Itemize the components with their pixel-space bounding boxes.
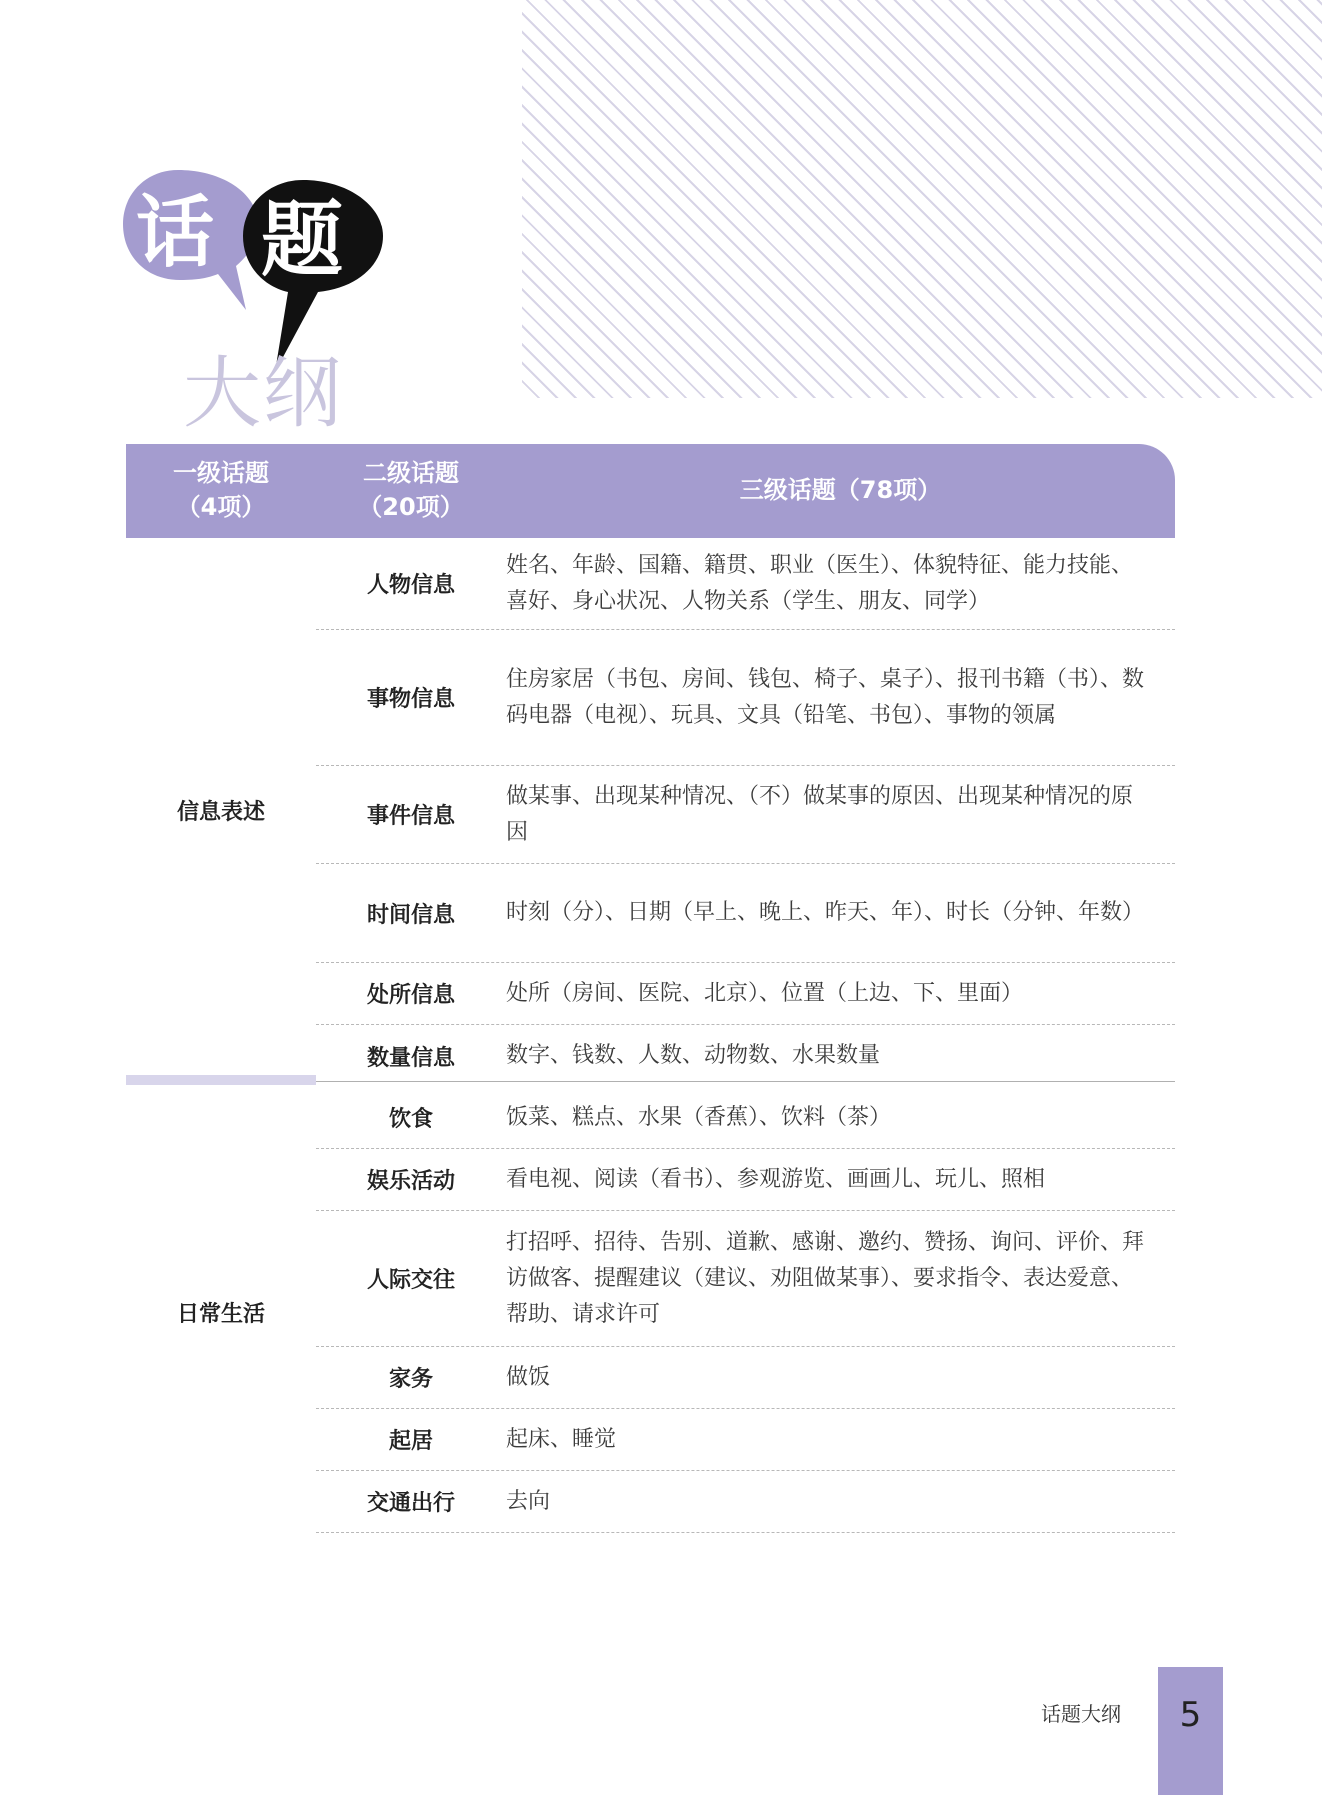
table-row: [316, 1409, 1175, 1471]
table-header: [126, 444, 1175, 538]
table-row: [316, 1149, 1175, 1211]
level2-label: 事件信息: [366, 804, 455, 829]
level2-label: 娱乐活动: [366, 1169, 455, 1194]
header-level1-count: （4项）: [176, 493, 266, 521]
level2-label: 人际交往: [366, 1268, 455, 1293]
page-subtitle: 大纲: [183, 349, 344, 439]
level3-content: 时刻（分）、日期（早上、晚上、昨天、年）、时长（分钟、年数）: [506, 900, 1145, 925]
logo-char-1: 话: [136, 188, 215, 278]
level3-content: 做饭: [506, 1364, 551, 1390]
table-row: [316, 1087, 1175, 1149]
header-level2-title: 二级话题: [363, 459, 459, 488]
table-row: [316, 630, 1175, 766]
diagonal-stripe-pattern: [522, 0, 1322, 398]
header-level2-count: （20项）: [358, 493, 464, 521]
level3-content: 姓名、年龄、国籍、籍贯、职业（医生）、体貌特征、能力技能、喜好、身心状况、人物关系（学生、朋友、同学）: [506, 552, 1134, 614]
header-level1: [126, 444, 316, 538]
table-row: [316, 1211, 1175, 1347]
page-number-tab: [1158, 1667, 1223, 1795]
level2-label: 数量信息: [366, 1045, 455, 1071]
level2-label: 家务: [388, 1367, 433, 1392]
level2-label: 饮食: [388, 1107, 433, 1132]
footer-section-title: 话题大纲: [1041, 1702, 1121, 1726]
header-level3-title: 三级话题（78项）: [739, 476, 942, 505]
level2-label: 事物信息: [366, 687, 455, 712]
level2-label: 交通出行: [366, 1491, 455, 1516]
level2-label: 人物信息: [366, 573, 455, 598]
header-level2: [316, 444, 506, 538]
level2-label: 起居: [388, 1429, 433, 1454]
table-row: [316, 766, 1175, 864]
level3-content: 打招呼、招待、告别、道歉、感谢、邀约、赞扬、询问、评价、拜访做客、提醒建议（建议、劝阻做某事）、要求指令、表达爱意、帮助、请求许可: [506, 1229, 1145, 1327]
level3-content: 做某事、出现某种情况、（不）做某事的原因、出现某种情况的原因: [506, 783, 1134, 845]
topic-logo: [118, 170, 398, 440]
table-row: [316, 1471, 1175, 1533]
table-row: [316, 963, 1175, 1025]
table-row: [316, 864, 1175, 963]
table-row: [316, 538, 1175, 630]
group-separator-bar: [126, 1075, 316, 1085]
table-row: [316, 1025, 1175, 1087]
level3-content: 起床、睡觉: [506, 1426, 617, 1452]
logo-char-2: 题: [261, 193, 344, 288]
topic-outline-table: [126, 444, 1175, 1533]
group-separator-line: [316, 1081, 1175, 1082]
level3-content: 处所（房间、医院、北京）、位置（上边、下、里面）: [506, 980, 1024, 1006]
level3-content: 饭菜、糕点、水果（香蕉）、饮料（茶）: [506, 1104, 892, 1130]
level1-label: 信息表述: [176, 799, 265, 825]
header-level3: [506, 444, 1175, 538]
level2-label: 时间信息: [366, 902, 455, 928]
level3-content: 住房家居（书包、房间、钱包、椅子、桌子）、报刊书籍（书）、数码电器（电视）、玩具、文具（铅笔、书包）、事物的领属: [506, 666, 1145, 728]
header-level1-title: 一级话题: [173, 459, 269, 488]
level3-content: 数字、钱数、人数、动物数、水果数量: [506, 1043, 881, 1068]
level1-label: 日常生活: [176, 1301, 265, 1327]
level3-content: 去向: [506, 1488, 551, 1514]
group-info-expression: [126, 538, 1175, 1087]
group-daily-life: [126, 1087, 1175, 1533]
level3-content: 看电视、阅读（看书）、参观游览、画画儿、玩儿、照相: [506, 1166, 1046, 1192]
level2-label: 处所信息: [366, 983, 455, 1008]
page-number: 5: [1179, 1695, 1202, 1735]
table-row: [316, 1347, 1175, 1409]
